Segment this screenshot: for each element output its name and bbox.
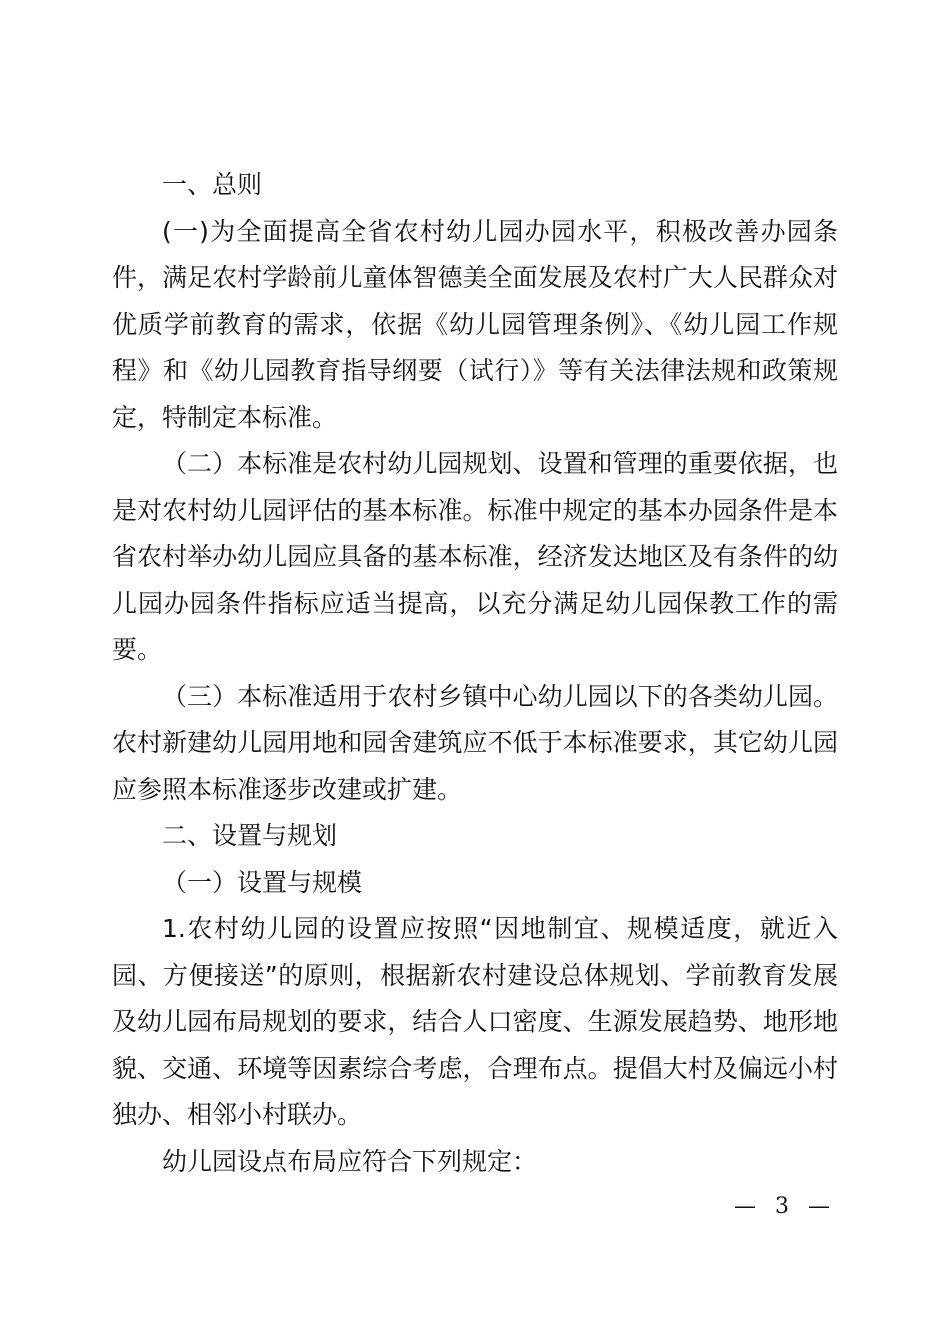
section-heading-setup-planning: 二、设置与规划 (162, 821, 338, 850)
section-heading-general: 一、总则 (162, 170, 263, 199)
paragraph-basis: （二）本标准是农村幼儿园规划、设置和管理的重要依据，也是对农村幼儿园评估的基本标准。标准中规定的基本办园条件是本省农村举办幼儿园应具备的基本标准，经济发达地区及有条件的幼儿园办园条件指标应适当提高，以充分满足幼儿园保教工作的需要。 (112, 449, 838, 664)
document-body (112, 162, 838, 1185)
paragraph-setup-principle: 1.农村幼儿园的设置应按照“因地制宜、规模适度，就近入园、方便接送”的原则，根据新农村建设总体规划、学前教育发展及幼儿园布局规划的要求，结合人口密度、生源发展趋势、地形地貌、交通、环境等因素综合考虑，合理布点。提倡大村及偏远小村独办、相邻小村联办。 (112, 914, 838, 1129)
paragraph-layout-rules-intro: 幼儿园设点布局应符合下列规定： (162, 1146, 538, 1176)
subsection-heading-setup-scale: （一）设置与规模 (162, 867, 363, 897)
page-number: — 3 — (734, 1194, 836, 1219)
paragraph-purpose: (一)为全面提高全省农村幼儿园办园水平，积极改善办园条件，满足农村学龄前儿童体智德美全面发展及农村广大人民群众对优质学前教育的需求，依据《幼儿园管理条例》、《幼儿园工作规程》和《幼儿园教育指导纲要（试行）》等有关法律法规和政策规定，特制定本标准。 (112, 216, 838, 432)
paragraph-scope: （三）本标准适用于农村乡镇中心幼儿园以下的各类幼儿园。农村新建幼儿园用地和园舍建筑应不低于本标准要求，其它幼儿园应参照本标准逐步改建或扩建。 (112, 681, 838, 804)
